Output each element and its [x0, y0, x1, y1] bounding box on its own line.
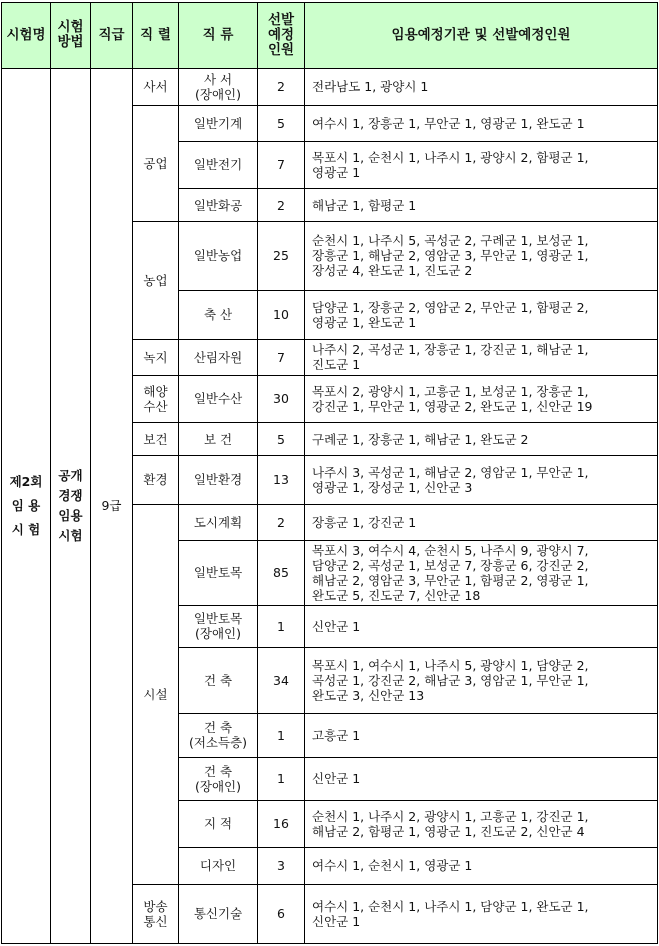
institutions-cell: 구례군 1, 장흥군 1, 해남군 1, 완도군 2: [305, 423, 658, 456]
category-cell: 보 건: [179, 423, 258, 456]
institutions-cell: 나주시 3, 곡성군 1, 해남군 2, 영암군 1, 무안군 1, 영광군 1, 장성군 1, 신안군 3: [305, 456, 658, 505]
count-cell: 2: [258, 189, 305, 222]
header-row: [2, 3, 658, 69]
table-row: [2, 68, 658, 105]
institutions-cell: 고흥군 1: [305, 714, 658, 757]
exam-name-cell: 제2회 임 용 시 험: [2, 68, 51, 943]
count-cell: 25: [258, 222, 305, 291]
count-cell: 13: [258, 456, 305, 505]
category-cell: 일반전기: [179, 141, 258, 189]
count-cell: 5: [258, 423, 305, 456]
category-cell: 일반농업: [179, 222, 258, 291]
table-body: [2, 3, 658, 944]
exam-method-cell: 공개 경쟁 임용 시험: [51, 68, 91, 943]
category-cell: 도시계획: [179, 504, 258, 540]
institutions-cell: 목포시 2, 광양시 1, 고흥군 1, 보성군 1, 장흥군 1, 강진군 1, 무안군 1, 영광군 2, 완도군 1, 신안군 19: [305, 375, 658, 423]
header-count: 선발 예정 인원: [258, 3, 305, 69]
category-cell: 일반토목 (장애인): [179, 606, 258, 647]
series-cell: 방송 통신: [133, 884, 179, 943]
institutions-cell: 여수시 1, 순천시 1, 영광군 1: [305, 847, 658, 884]
institutions-cell: 담양군 1, 장흥군 2, 영암군 2, 무안군 1, 함평군 2, 영광군 1, 완도군 1: [305, 290, 658, 339]
series-cell: 시설: [133, 504, 179, 884]
institutions-cell: 목포시 1, 순천시 1, 나주시 1, 광양시 2, 함평군 1, 영광군 1: [305, 141, 658, 189]
category-cell: 일반수산: [179, 375, 258, 423]
category-cell: 사 서 (장애인): [179, 68, 258, 105]
institutions-cell: 나주시 2, 곡성군 1, 장흥군 1, 강진군 1, 해남군 1, 진도군 1: [305, 339, 658, 375]
category-cell: 축 산: [179, 290, 258, 339]
institutions-cell: 순천시 1, 나주시 5, 곡성군 2, 구례군 1, 보성군 1, 장흥군 1, 해남군 2, 영암군 3, 무안군 1, 영광군 1, 장성군 4, 완도군 1, 진도군 2: [305, 222, 658, 291]
header-method: 시험 방법: [51, 3, 91, 69]
count-cell: 1: [258, 606, 305, 647]
category-cell: 지 적: [179, 801, 258, 848]
institutions-cell: 여수시 1, 순천시 1, 나주시 1, 담양군 1, 완도군 1, 신안군 1: [305, 884, 658, 943]
count-cell: 30: [258, 375, 305, 423]
count-cell: 10: [258, 290, 305, 339]
institutions-cell: 순천시 1, 나주시 2, 광양시 1, 고흥군 1, 강진군 1, 해남군 2, 함평군 1, 영광군 1, 진도군 2, 신안군 4: [305, 801, 658, 848]
institutions-cell: 장흥군 1, 강진군 1: [305, 504, 658, 540]
series-cell: 보건: [133, 423, 179, 456]
series-cell: 해양 수산: [133, 375, 179, 423]
count-cell: 7: [258, 339, 305, 375]
series-cell: 녹지: [133, 339, 179, 375]
series-cell: 공업: [133, 105, 179, 221]
category-cell: 일반화공: [179, 189, 258, 222]
count-cell: 1: [258, 757, 305, 800]
series-cell: 농업: [133, 222, 179, 339]
institutions-cell: 전라남도 1, 광양시 1: [305, 68, 658, 105]
institutions-cell: 여수시 1, 장흥군 1, 무안군 1, 영광군 1, 완도군 1: [305, 105, 658, 141]
category-cell: 일반토목: [179, 540, 258, 606]
institutions-cell: 신안군 1: [305, 757, 658, 800]
category-cell: 일반기계: [179, 105, 258, 141]
header-grade: 직급: [91, 3, 133, 69]
series-cell: 환경: [133, 456, 179, 505]
category-cell: 통신기술: [179, 884, 258, 943]
header-category: 직 류: [179, 3, 258, 69]
count-cell: 1: [258, 714, 305, 757]
count-cell: 3: [258, 847, 305, 884]
institutions-cell: 목포시 1, 여수시 1, 나주시 5, 광양시 1, 담양군 2, 곡성군 1, 강진군 2, 해남군 3, 영암군 1, 무안군 1, 완도군 3, 신안군 13: [305, 647, 658, 714]
header-exam-name: 시험명: [2, 3, 51, 69]
recruitment-table: [1, 2, 658, 944]
header-institutions: 임용예정기관 및 선발예정인원: [305, 3, 658, 69]
count-cell: 2: [258, 504, 305, 540]
count-cell: 6: [258, 884, 305, 943]
count-cell: 16: [258, 801, 305, 848]
category-cell: 건 축 (저소득층): [179, 714, 258, 757]
count-cell: 85: [258, 540, 305, 606]
institutions-cell: 목포시 3, 여수시 4, 순천시 5, 나주시 9, 광양시 7, 담양군 2, 곡성군 1, 보성군 7, 장흥군 6, 강진군 2, 해남군 2, 영암군 3, 무안군 1, 함평군 2, 영광군 1, 완도군 5, 진도군 7, 신안군 18: [305, 540, 658, 606]
category-cell: 건 축: [179, 647, 258, 714]
count-cell: 5: [258, 105, 305, 141]
grade-cell: 9급: [91, 68, 133, 943]
count-cell: 2: [258, 68, 305, 105]
category-cell: 건 축 (장애인): [179, 757, 258, 800]
series-cell: 사서: [133, 68, 179, 105]
category-cell: 산림자원: [179, 339, 258, 375]
count-cell: 34: [258, 647, 305, 714]
institutions-cell: 신안군 1: [305, 606, 658, 647]
category-cell: 디자인: [179, 847, 258, 884]
header-series: 직 렬: [133, 3, 179, 69]
institutions-cell: 해남군 1, 함평군 1: [305, 189, 658, 222]
count-cell: 7: [258, 141, 305, 189]
category-cell: 일반환경: [179, 456, 258, 505]
